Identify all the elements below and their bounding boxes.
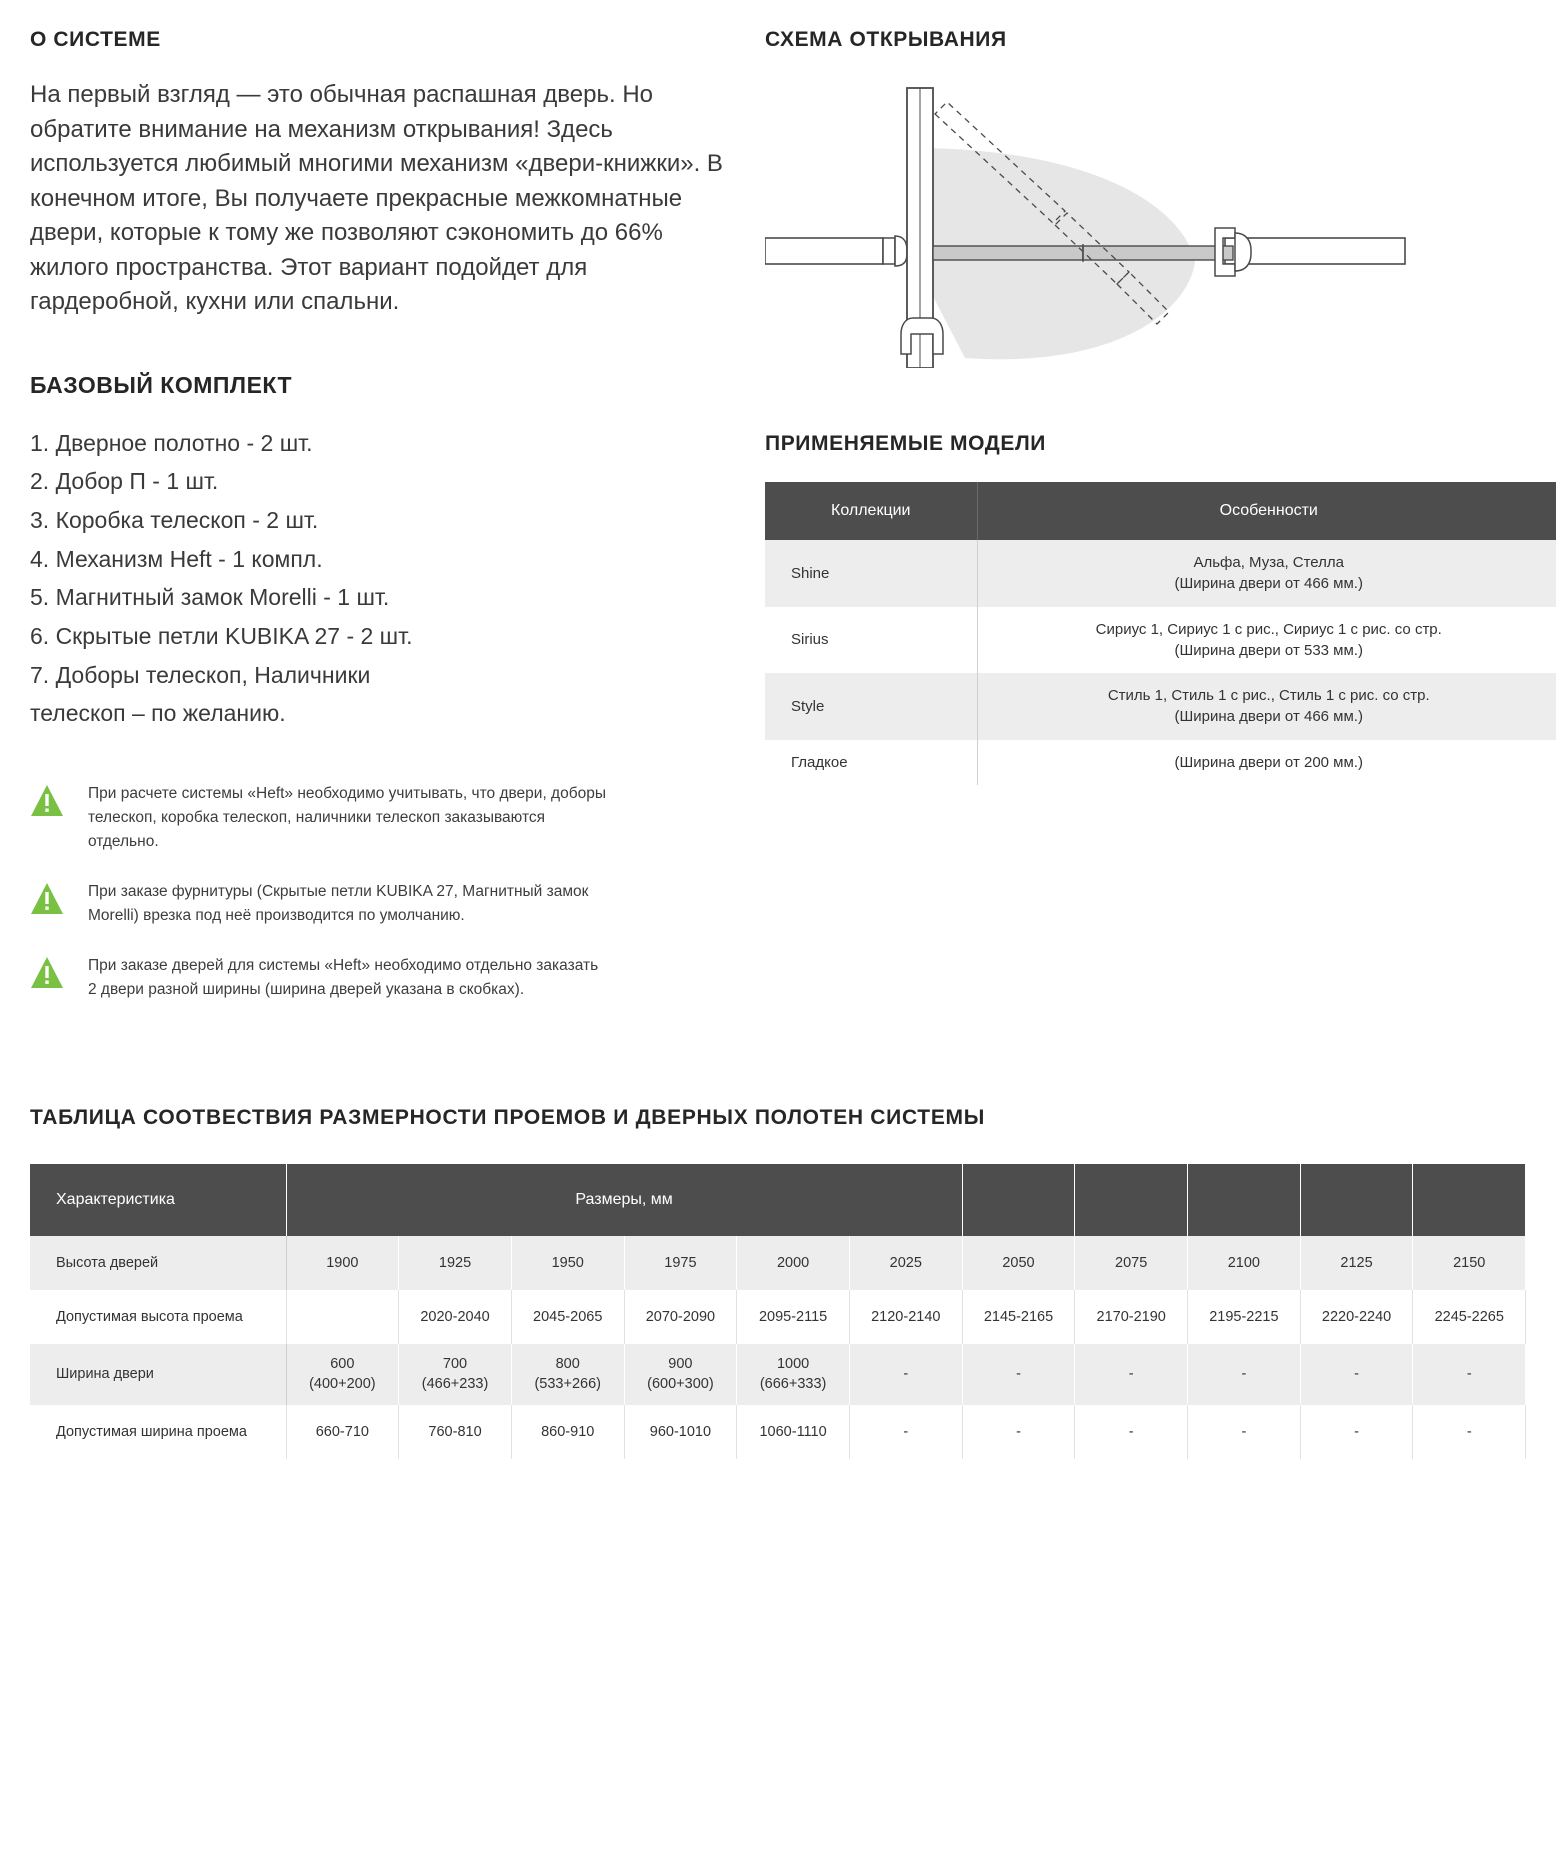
cell-collection: Гладкое [765,740,977,785]
column-header-blank [1413,1164,1526,1236]
cell: - [1075,1344,1188,1405]
cell: - [1188,1344,1301,1405]
column-header-blank [962,1164,1075,1236]
cell: 2020-2040 [399,1290,512,1344]
cell: - [1413,1344,1526,1405]
cell: 2025 [849,1236,962,1290]
cell: 1900 [286,1236,399,1290]
column-header-blank [1075,1164,1188,1236]
column-header-characteristic: Характеристика [30,1164,286,1236]
cell-features [977,607,1556,674]
cell: 860-910 [511,1405,624,1459]
cell-collection: Sirius [765,607,977,674]
kit-list [30,427,735,730]
note-text: При заказе фурнитуры (Скрытые петли KUBIKA 27, Магнитный замок Morelli) врезка под неё производится по умолчанию. [88,883,589,925]
feature-line: (Ширина двери от 466 мм.) [1174,575,1363,593]
cell: 660-710 [286,1405,399,1459]
cell: - [849,1405,962,1459]
cell: - [1300,1344,1413,1405]
warning-icon [30,882,64,916]
left-column [30,28,735,1028]
row-label: Допустимая высота проема [30,1290,286,1344]
cell-text: 1000 (666+333) [759,1356,827,1393]
cell: - [849,1344,962,1405]
note-text: При расчете системы «Heft» необходимо учитывать, что двери, доборы телескоп, коробка телескоп, наличники телескоп заказываются отдельно. [88,785,606,851]
cell: - [962,1344,1075,1405]
table-header-row [765,482,1556,540]
cell: - [1300,1405,1413,1459]
cell: 2195-2215 [1188,1290,1301,1344]
column-header-blank [1188,1164,1301,1236]
sizes-title: ТАБЛИЦА СООТВЕСТВИЯ РАЗМЕРНОСТИ ПРОЕМОВ И ДВЕРНЫХ ПОЛОТЕН СИСТЕМЫ [30,1106,985,1130]
list-item: 5. Магнитный замок Morelli - 1 шт. [30,584,390,611]
column-header-sizes: Размеры, мм [286,1164,962,1236]
sizes-table [30,1164,1526,1459]
cell: 2170-2190 [1075,1290,1188,1344]
cell: 2050 [962,1236,1075,1290]
notes-block [30,782,735,1002]
feature-line: Сириус 1, Сириус 1 с рис., Сириус 1 с рис. со стр. [1095,620,1442,638]
note-text: При заказе дверей для системы «Heft» необходимо отдельно заказать 2 двери разной ширины (ширина дверей указана в скобках). [88,957,599,999]
cell: 2125 [1300,1236,1413,1290]
models-title: ПРИМЕНЯЕМЫЕ МОДЕЛИ [765,432,1047,455]
models-table [765,482,1556,785]
list-item: 6. Скрытые петли KUBIKA 27 - 2 шт. [30,623,413,650]
column-header-collections: Коллекции [765,482,977,540]
table-row [765,673,1556,740]
cell: 1950 [511,1236,624,1290]
cell-collection: Shine [765,540,977,607]
list-item: 1. Дверное полотно - 2 шт. [30,429,313,456]
cell: 2100 [1188,1236,1301,1290]
cell [737,1344,850,1405]
list-item: 4. Механизм Heft - 1 компл. [30,545,323,572]
cell: 2245-2265 [1413,1290,1526,1344]
right-column [735,28,1525,785]
cell-text: 900 (600+300) [647,1356,714,1393]
cell-text: 700 (466+233) [421,1356,489,1393]
cell: 960-1010 [624,1405,737,1459]
cell: - [1188,1405,1301,1459]
column-header-blank [1300,1164,1413,1236]
cell-text: 600 (400+200) [309,1356,376,1393]
cell: 2150 [1413,1236,1526,1290]
cell-features [977,540,1556,607]
cell [399,1344,512,1405]
list-item: 2. Добор П - 1 шт. [30,468,219,495]
feature-line: (Ширина двери от 533 мм.) [1174,641,1363,659]
feature-line: Альфа, Муза, Стелла [1193,554,1345,571]
cell: 2145-2165 [962,1290,1075,1344]
about-text: На первый взгляд — это обычная распашная дверь. Но обратите внимание на механизм открывания! Здесь используется любимый многими механизм «двери-книжки». В конечном итоге, Вы получаете прекрасные межкомнатные двери, которые к тому же позволяют сэкономить до 66% жилого пространства. Этот вариант подойдет для гардеробной, кухни или спальни. [30,81,723,316]
row-label: Ширина двери [30,1344,286,1405]
warning-icon [30,784,64,818]
table-row [765,607,1556,674]
cell: - [1413,1405,1526,1459]
column-header-features: Особенности [977,482,1556,540]
opening-scheme-diagram [765,78,1525,378]
list-item: телескоп – по желанию. [30,700,286,727]
cell: 2095-2115 [737,1290,850,1344]
scheme-title: СХЕМА ОТКРЫВАНИЯ [765,28,1007,51]
note-item [30,782,735,854]
cell: - [1075,1405,1188,1459]
row-label: Допустимая ширина проема [30,1405,286,1459]
cell: 2220-2240 [1300,1290,1413,1344]
cell-features: (Ширина двери от 200 мм.) [977,740,1556,785]
top-columns [30,28,1526,1028]
table-row [30,1290,1526,1344]
row-label: Высота дверей [30,1236,286,1290]
table-header-row [30,1164,1526,1236]
list-item: 7. Доборы телескоп, Наличники [30,661,371,688]
cell-collection: Style [765,673,977,740]
cell [286,1290,399,1344]
table-row [30,1405,1526,1459]
feature-line: (Ширина двери от 466 мм.) [1174,708,1363,726]
cell: - [962,1405,1075,1459]
list-item: 3. Коробка телескоп - 2 шт. [30,507,319,534]
cell: 1060-1110 [737,1405,850,1459]
cell: 1925 [399,1236,512,1290]
cell: 1975 [624,1236,737,1290]
table-row [30,1236,1526,1290]
cell: 760-810 [399,1405,512,1459]
cell [624,1344,737,1405]
kit-title: БАЗОВЫЙ КОМПЛЕКТ [30,371,293,398]
cell: 2000 [737,1236,850,1290]
table-row [765,740,1556,785]
note-item [30,954,735,1002]
cell [286,1344,399,1405]
cell: 2045-2065 [511,1290,624,1344]
cell: 2070-2090 [624,1290,737,1344]
warning-icon [30,956,64,990]
cell [511,1344,624,1405]
cell-text: 800 (533+266) [534,1356,601,1393]
cell: 2120-2140 [849,1290,962,1344]
feature-line: Стиль 1, Стиль 1 с рис., Стиль 1 с рис. со стр. [1107,687,1430,705]
about-title: О СИСТЕМЕ [30,28,161,51]
table-row [765,540,1556,607]
sizes-section [30,1106,1526,1459]
note-item [30,880,735,928]
cell-features [977,673,1556,740]
cell: 2075 [1075,1236,1188,1290]
table-row [30,1344,1526,1405]
